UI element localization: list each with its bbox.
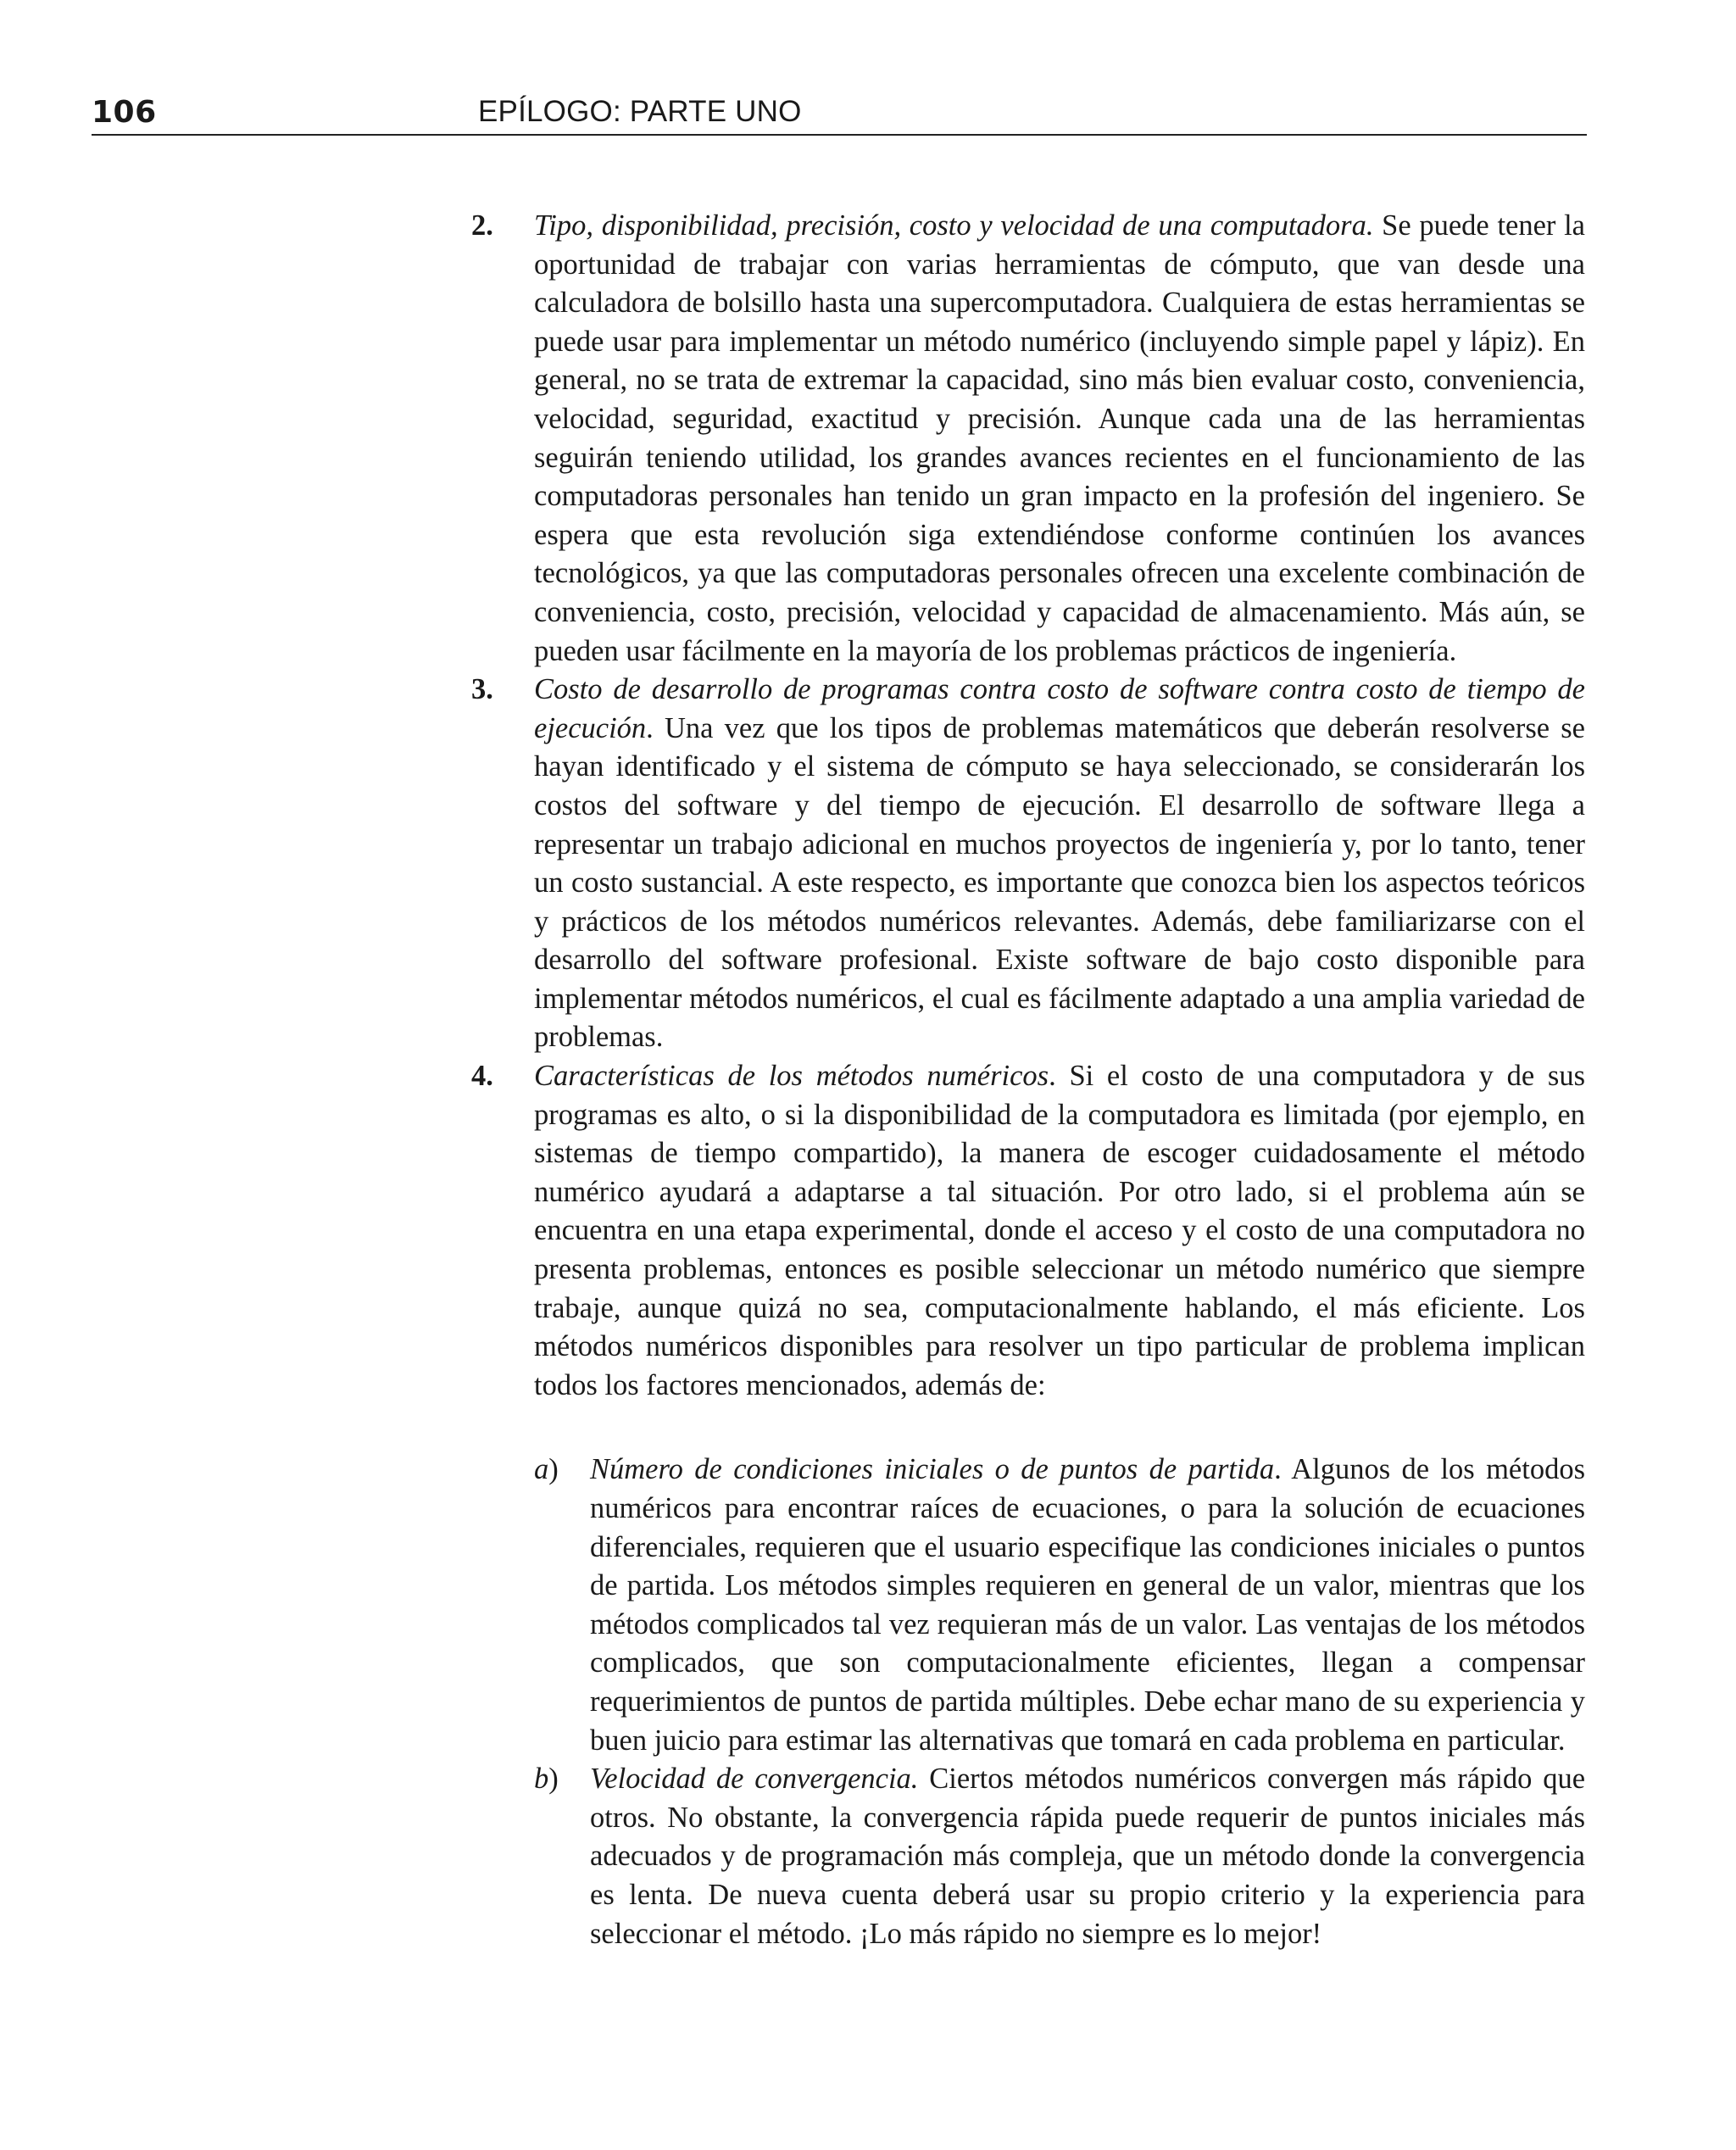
sub-item-label (534, 1760, 559, 1799)
page-header (92, 92, 1587, 136)
item-body: . Una vez que los tipos de problemas matemáticos que deberán resolverse se hayan identificado y el sistema de cómputo se haya seleccionado, se considerarán los costos del software y del tiempo de ejecución. El desarrollo de software llega a representar un trabajo adicional en muchos proyectos de ingeniería y, por lo tanto, tener un costo sustancial. A este respecto, es importante que conozca bien los aspectos teóricos y prácticos de los métodos numéricos relevantes. Además, debe familiarizarse con el desarrollo del software profesional. Existe software de bajo costo disponible para implementar métodos numéricos, el cual es fácilmente adaptado a una amplia variedad de problemas. (534, 711, 1585, 1054)
item-number: 2. (471, 209, 493, 242)
list-item-3 (471, 671, 1585, 1057)
item-number: 3. (471, 673, 493, 706)
sub-list (471, 1451, 1585, 1953)
sub-item-letter: a (534, 1453, 549, 1486)
sub-item-body: Ciertos métodos numéricos convergen más rápido que otros. No obstante, la convergencia rápida puede requerir de puntos iniciales más adecuados y de programación más compleja, que un método donde la convergencia es lenta. De nueva cuenta deberá usar su propio criterio y la experiencia para seleccionar el método. ¡Lo más rápido no siempre es lo mejor! (590, 1763, 1586, 1950)
sub-item-b (534, 1760, 1585, 1953)
page-number: 106 (92, 95, 157, 130)
item-title: Características de los métodos numéricos (534, 1060, 1049, 1093)
main-content (471, 207, 1585, 1953)
list-item-2 (471, 207, 1585, 671)
sub-item-title: Número de condiciones iniciales o de puntos de partida (590, 1453, 1275, 1486)
sub-item-title: Velocidad de convergencia. (590, 1763, 919, 1796)
sub-item-label (534, 1451, 559, 1490)
list-item-4 (471, 1057, 1585, 1405)
sub-item-a (534, 1451, 1585, 1760)
sub-item-letter: b (534, 1763, 549, 1796)
item-body: . Si el costo de una computadora y de sus programas es alto, o si la disponibilidad de la computadora es limitada (por ejemplo, en sistemas de tiempo compartido), la manera de escoger cuidadosamente el método numérico ayudará a adaptarse a tal situación. Por otro lado, si el problema aún se encuentra en una etapa experimental, donde el acceso y el costo de una computadora no presenta problemas, entonces es posible seleccionar un método numérico que siempre trabaje, aunque quizá no sea, computacionalmente hablando, el más eficiente. Los métodos numéricos disponibles para resolver un tipo particular de problema implican todos los factores mencionados, además de: (534, 1060, 1585, 1401)
running-title: EPÍLOGO: PARTE UNO (478, 95, 802, 128)
sub-item-body: . Algunos de los métodos numéricos para encontrar raíces de ecuaciones, o para la solución de ecuaciones diferenciales, requieren que el usuario especifique las condiciones iniciales o puntos de partida. Los métodos simples requieren en general de un valor, mientras que los métodos complicados tal vez requieran más de un valor. Las ventajas de los métodos complicados, que son computacionalmente eficientes, llegan a compensar requerimientos de puntos de partida múltiples. Debe echar mano de su experiencia y buen juicio para estimar las alternativas que tomará en cada problema en particular. (590, 1453, 1585, 1757)
item-title: Tipo, disponibilidad, precisión, costo y velocidad de una computadora. (534, 209, 1374, 242)
item-number: 4. (471, 1060, 493, 1093)
sub-item-paren: ) (548, 1763, 559, 1796)
sub-item-paren: ) (548, 1453, 559, 1486)
item-title: Costo de desarrollo de programas contra costo de software contra costo de tiempo de ejecución (534, 673, 1585, 744)
item-body: Se puede tener la oportunidad de trabajar con varias herramientas de cómputo, que van desde una calculadora de bolsillo hasta una supercomputadora. Cualquiera de estas herramientas se puede usar para implementar un método numérico (incluyendo simple papel y lápiz). En general, no se trata de extremar la capacidad, sino más bien evaluar costo, conveniencia, velocidad, seguridad, exactitud y precisión. Aunque cada una de las herramientas seguirán teniendo utilidad, los grandes avances recientes en el funcionamiento de las computadoras personales han tenido un gran impacto en la profesión del ingeniero. Se espera que esta revolución siga extendiéndose conforme continúen los avances tecnológicos, ya que las computadoras personales ofrecen una excelente combinación de conveniencia, costo, precisión, velocidad y capacidad de almacenamiento. Más aún, se pueden usar fácilmente en la mayoría de los problemas prácticos de ingeniería. (534, 209, 1585, 667)
